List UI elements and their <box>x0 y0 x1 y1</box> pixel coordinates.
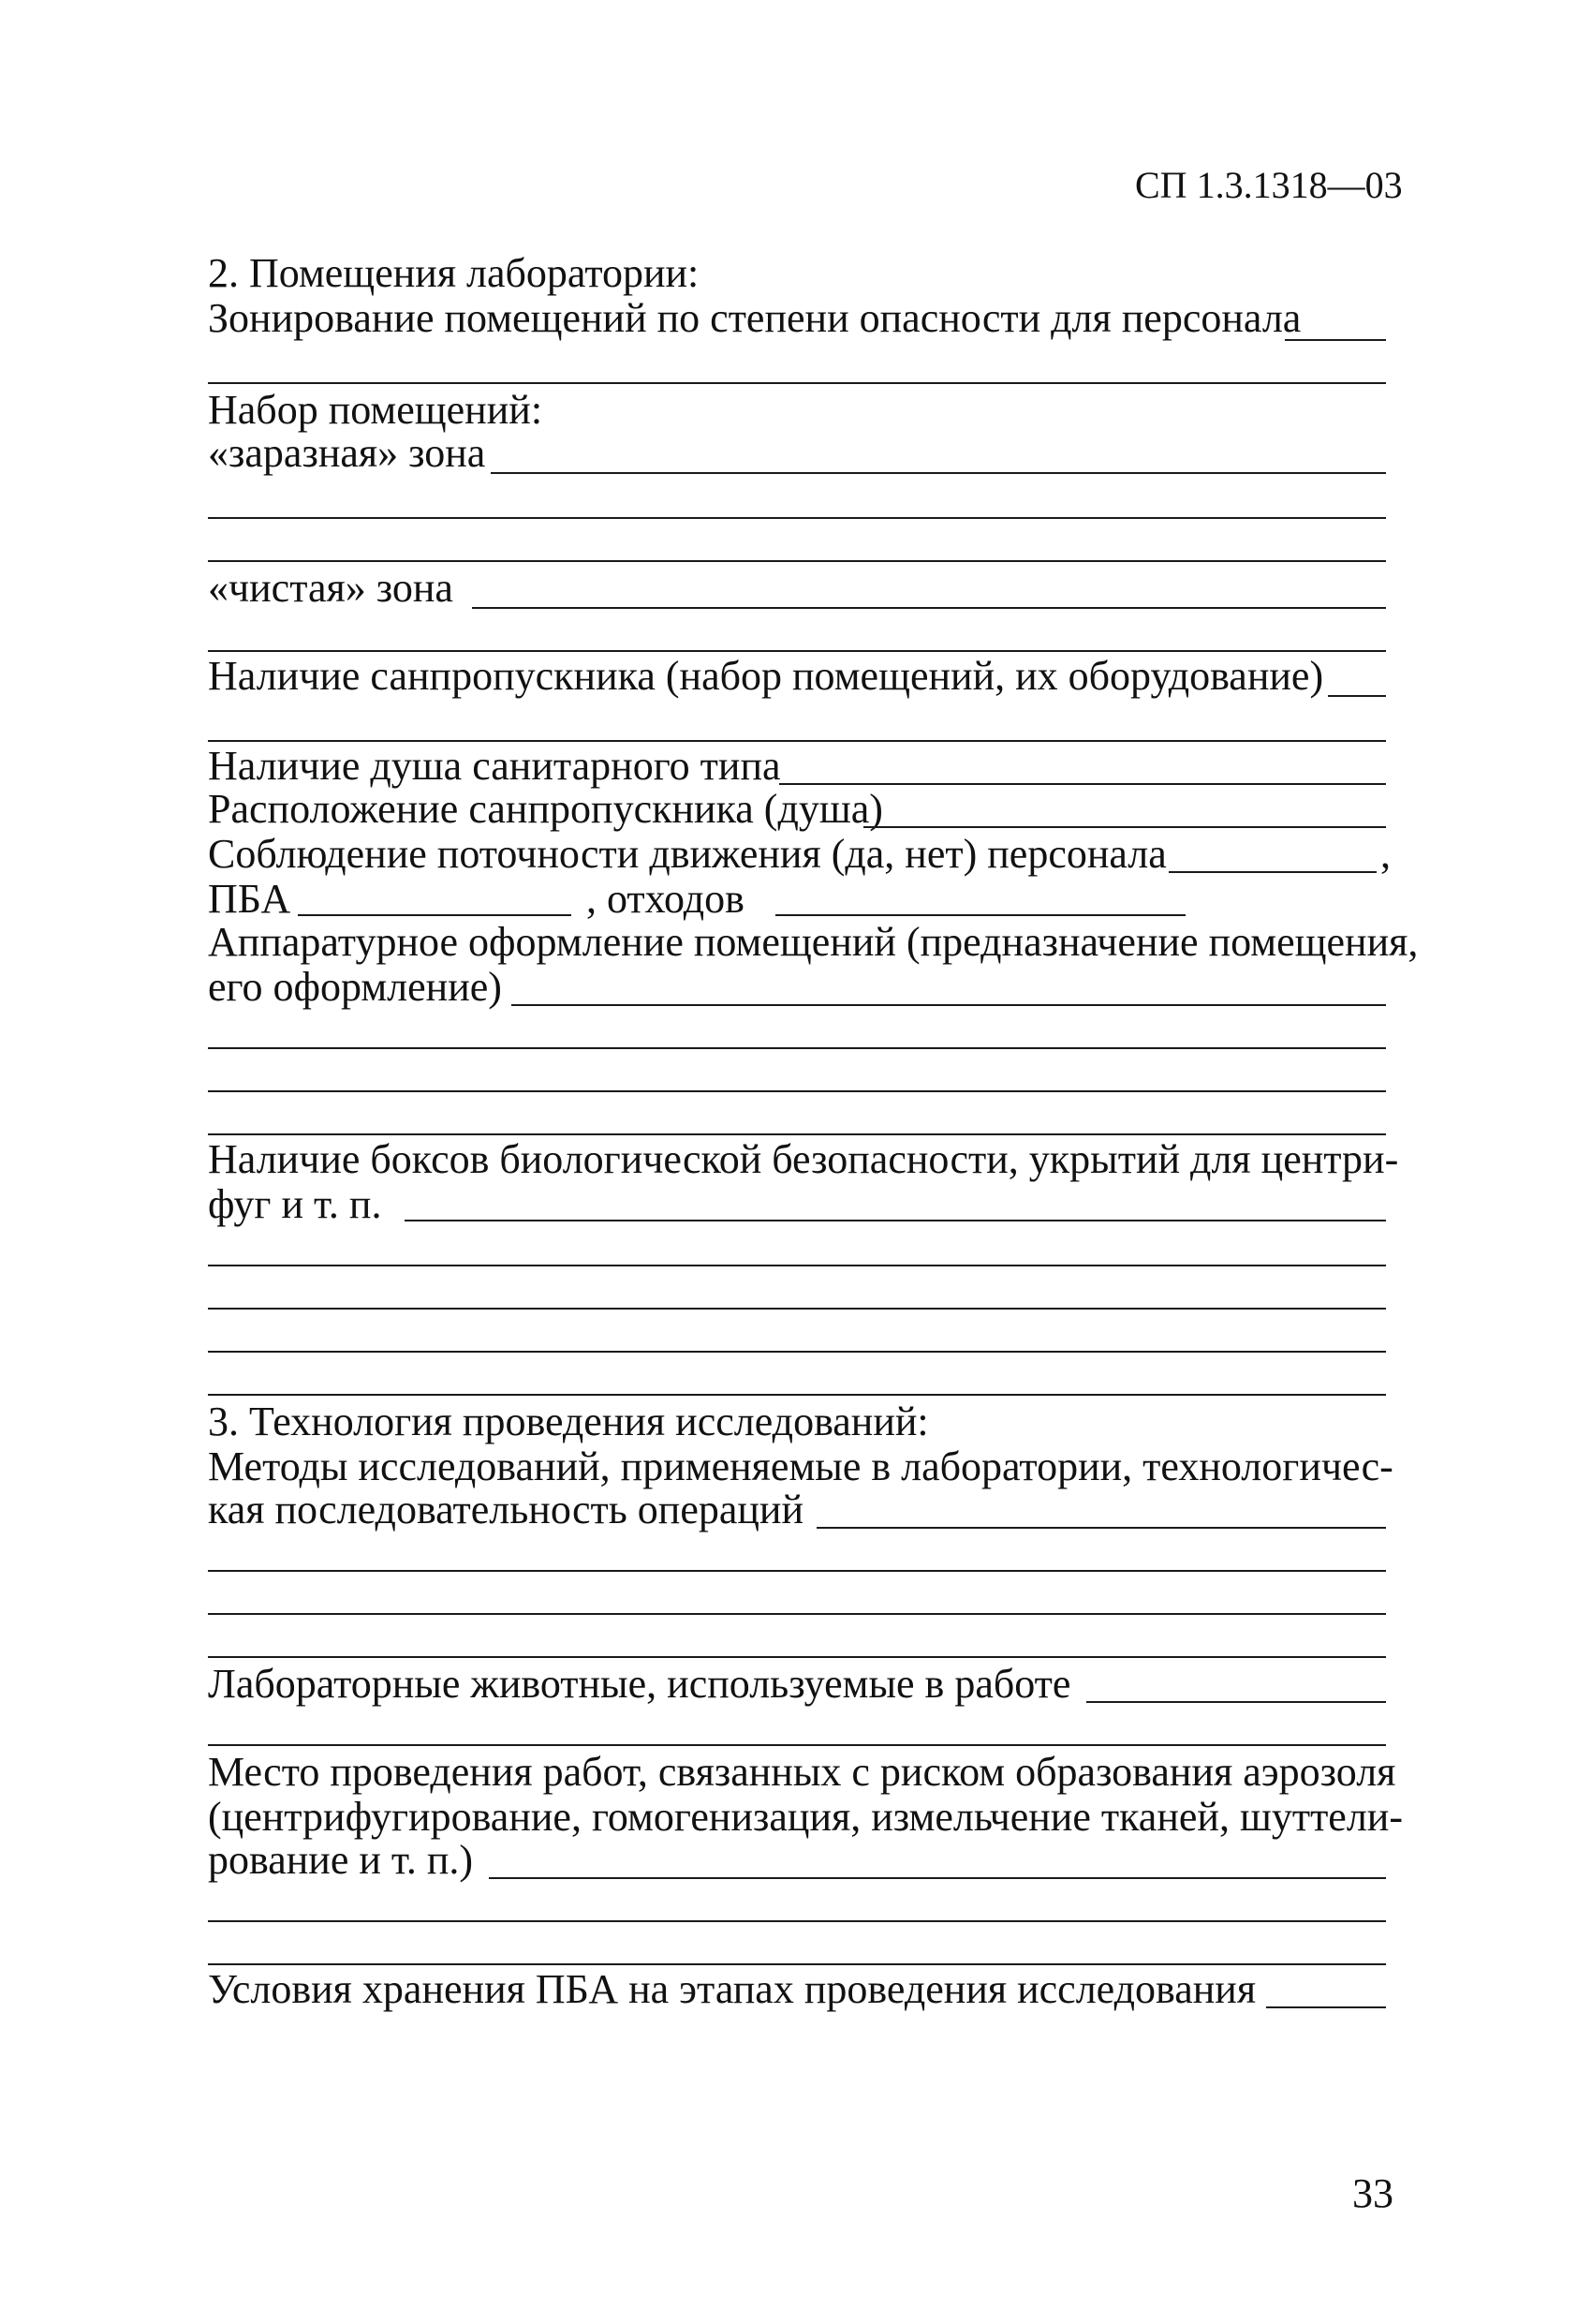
equipment-label-line1: Аппаратурное оформление помещений (предназначение помещения, <box>208 919 1419 965</box>
infectious-zone-field-line[interactable] <box>208 560 1386 562</box>
aerosol-field-line[interactable] <box>208 1963 1386 1965</box>
shower-field[interactable] <box>779 783 1386 785</box>
aerosol-field[interactable] <box>489 1877 1386 1879</box>
flow-waste-field[interactable] <box>775 914 1186 916</box>
infectious-zone-field[interactable] <box>491 472 1386 474</box>
clean-zone-field-line[interactable] <box>208 650 1386 652</box>
equipment-field-line[interactable] <box>208 1090 1386 1092</box>
methods-field-line[interactable] <box>208 1570 1386 1572</box>
infectious-zone-label: «заразная» зона <box>208 430 486 476</box>
methods-field-line[interactable] <box>208 1613 1386 1615</box>
biosafety-label-line1: Наличие боксов биологической безопасности, укрытий для центри- <box>208 1136 1399 1182</box>
methods-field[interactable] <box>817 1527 1386 1529</box>
zoning-field[interactable] <box>1285 339 1386 341</box>
shower-label: Наличие душа санитарного типа <box>208 743 781 789</box>
checkpoint-location-field[interactable] <box>863 826 1386 828</box>
animals-field[interactable] <box>1086 1701 1386 1703</box>
flow-comma: , <box>1380 831 1391 877</box>
storage-field[interactable] <box>1266 2006 1386 2008</box>
animals-field-line[interactable] <box>208 1744 1386 1746</box>
methods-label-line1: Методы исследований, применяемые в лаборатории, технологичес- <box>208 1443 1393 1489</box>
aerosol-label-line1: Место проведения работ, связанных с риском образования аэрозоля <box>208 1749 1396 1795</box>
aerosol-label-line2: (центрифугирование, гомогенизация, измельчение тканей, шуттели- <box>208 1794 1403 1840</box>
flow-waste-label: , отходов <box>586 876 744 922</box>
aerosol-field-line[interactable] <box>208 1920 1386 1922</box>
methods-field-line[interactable] <box>208 1656 1386 1658</box>
aerosol-label-line3: рование и т. п.) <box>208 1837 474 1883</box>
biosafety-field[interactable] <box>405 1220 1386 1221</box>
equipment-field-line[interactable] <box>208 1047 1386 1049</box>
section-3-title: 3. Технология проведения исследований: <box>208 1399 929 1444</box>
methods-label-line2: кая последовательность операций <box>208 1487 804 1532</box>
page-number: 33 <box>1352 2170 1393 2216</box>
biosafety-label-line2: фуг и т. п. <box>208 1181 382 1227</box>
biosafety-field-line[interactable] <box>208 1265 1386 1266</box>
section-2-title: 2. Помещения лаборатории: <box>208 250 700 296</box>
equipment-field-line[interactable] <box>208 1133 1386 1135</box>
zoning-field-line[interactable] <box>208 382 1386 384</box>
infectious-zone-field-line[interactable] <box>208 517 1386 519</box>
equipment-label-line2: его оформление) <box>208 964 502 1010</box>
clean-zone-field[interactable] <box>472 607 1386 609</box>
biosafety-field-line[interactable] <box>208 1351 1386 1353</box>
animals-label: Лабораторные животные, используемые в работе <box>208 1661 1071 1707</box>
sanitary-checkpoint-label: Наличие санпропускника (набор помещений, их оборудование) <box>208 653 1324 699</box>
sanitary-checkpoint-field-line[interactable] <box>208 740 1386 742</box>
checkpoint-location-label: Расположение санпропускника (душа) <box>208 786 883 832</box>
flow-staff-label: Соблюдение поточности движения (да, нет) персонала <box>208 831 1167 877</box>
zoning-label: Зонирование помещений по степени опасности для персонала <box>208 295 1302 341</box>
biosafety-field-line[interactable] <box>208 1308 1386 1310</box>
sanitary-checkpoint-field[interactable] <box>1328 695 1386 697</box>
document-code: СП 1.3.1318—03 <box>1135 164 1403 206</box>
biosafety-field-line[interactable] <box>208 1394 1386 1396</box>
flow-pba-field[interactable] <box>298 914 571 916</box>
flow-staff-field[interactable] <box>1169 871 1377 873</box>
equipment-field[interactable] <box>511 1004 1386 1006</box>
clean-zone-label: «чистая» зона <box>208 565 453 611</box>
rooms-set-label: Набор помещений: <box>208 387 543 433</box>
flow-pba-label: ПБА <box>208 876 291 922</box>
storage-label: Условия хранения ПБА на этапах проведения исследования <box>208 1966 1257 2012</box>
